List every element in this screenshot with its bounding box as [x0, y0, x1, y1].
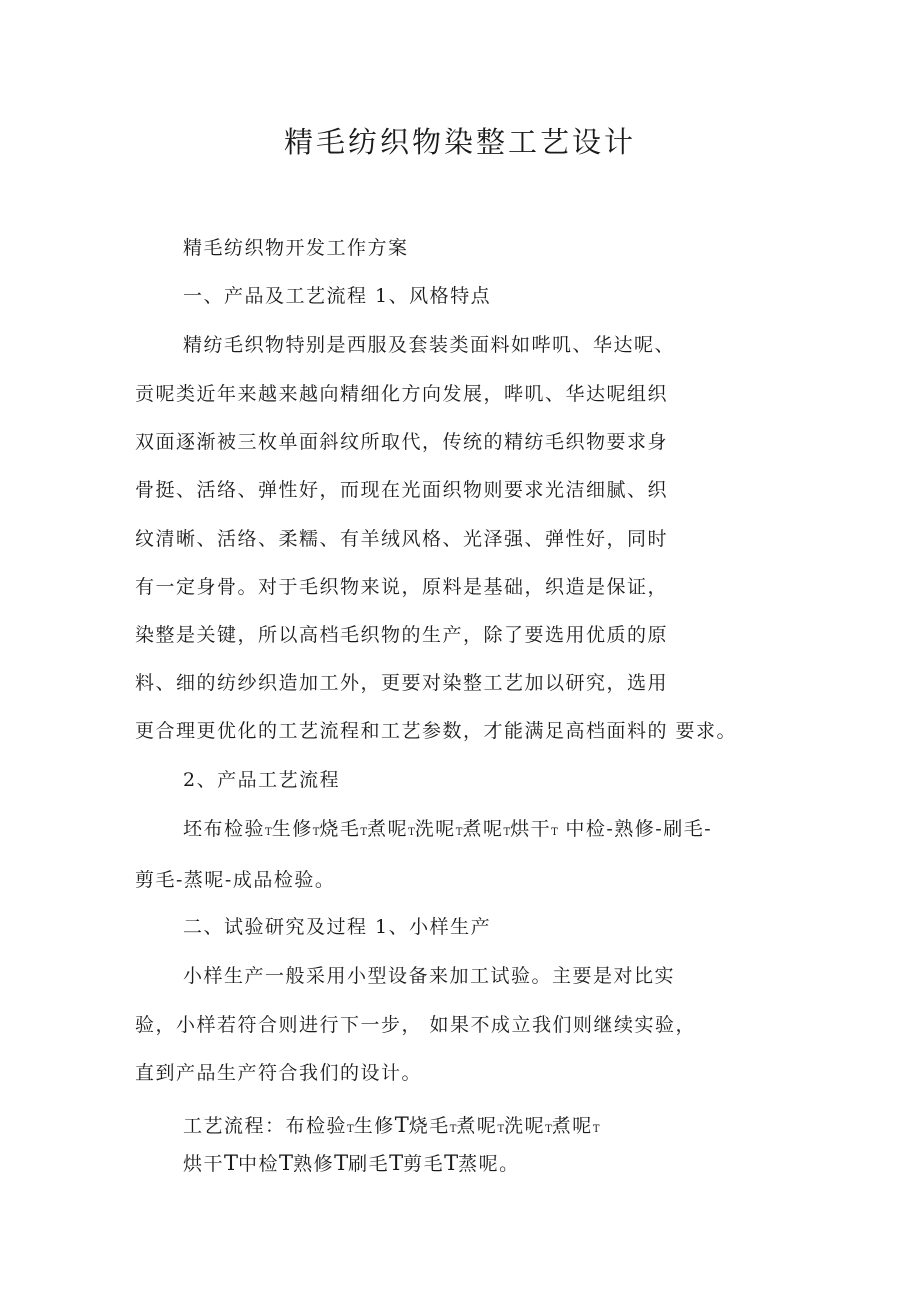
flow-label: 工艺流程： — [183, 1115, 286, 1137]
paragraph-line: 贡呢类近年来越来越向精细化方向发展，哔叽、华达呢组织 — [135, 383, 669, 405]
flow-step: 烘干 — [183, 1153, 225, 1175]
flow-step: 煮呢 — [551, 1115, 593, 1137]
paragraph-line: 染整是关键，所以高档毛织物的生产，除了要选用优质的原 — [135, 624, 669, 646]
paragraph-line: 纹清晰、活络、柔糯、有羊绒风格、光泽强、弹性好，同时 — [135, 528, 669, 550]
flow-step: 烧毛 — [319, 818, 361, 840]
flow-step: 刷毛 — [348, 1153, 390, 1175]
flow-separator: T — [279, 1151, 294, 1175]
flow-step: 熟修 — [293, 1153, 335, 1175]
paragraph-line: 小样生产一般采用小型设备来加工试验。主要是对比实 — [183, 965, 676, 987]
paragraph-line: 料、细的纺纱织造加工外，更要对染整工艺加以研究，选用 — [135, 672, 669, 694]
process-flow-line — [183, 1149, 520, 1178]
flow-step: 洗呢 — [414, 818, 456, 840]
paragraph-line: 精毛纺织物开发工作方案 — [183, 237, 409, 259]
flow-separator: T — [503, 827, 511, 838]
process-flow-line — [183, 815, 712, 847]
flow-separator: T — [497, 1124, 505, 1135]
flow-step: 坯布检验 — [183, 818, 266, 840]
flow-step: 生修 — [271, 818, 313, 840]
flow-step: 洗呢 — [504, 1115, 546, 1137]
flow-separator: T — [389, 1151, 404, 1175]
flow-separator: T — [265, 827, 272, 838]
flow-separator: T — [444, 1151, 459, 1175]
flow-separator: T — [312, 827, 320, 838]
flow-step: 剪毛 — [403, 1153, 445, 1175]
flow-separator: T — [360, 827, 368, 838]
flow-step: 煮呢 — [367, 818, 409, 840]
flow-separator: T — [449, 1124, 457, 1135]
flow-separator: T — [545, 1124, 552, 1135]
flow-step: 蒸呢。 — [458, 1153, 520, 1175]
section-heading: 一、产品及工艺流程 1、风格特点 — [183, 285, 492, 307]
flow-separator: T — [408, 827, 415, 838]
flow-separator: T — [334, 1151, 349, 1175]
flow-step: 煮呢 — [462, 818, 504, 840]
paragraph-line: 直到产品生产符合我们的设计。 — [135, 1062, 423, 1084]
flow-separator: T — [592, 1124, 600, 1135]
flow-separator: T — [551, 827, 558, 838]
section-heading: 2、产品工艺流程 — [183, 769, 341, 791]
flow-step: 烧毛 — [408, 1115, 450, 1137]
section-heading: 二、试验研究及过程 1、小样生产 — [183, 916, 492, 938]
paragraph-line: 验，小样若符合则进行下一步， 如果不成立我们则继续实验， — [135, 1014, 697, 1036]
flow-separator: T — [224, 1151, 239, 1175]
paragraph-line: 精纺毛织物特别是西服及套装类面料如哔叽、华达呢、 — [183, 334, 676, 356]
flow-step: 布检验 — [285, 1115, 348, 1137]
paragraph-line: 骨挺、活络、弹性好，而现在光面织物则要求光洁细腻、织 — [135, 479, 669, 501]
paragraph-line: 双面逐渐被三枚单面斜纹所取代，传统的精纺毛织物要求身 — [135, 431, 669, 453]
paragraph-line: 有一定身骨。对于毛织物来说，原料是基础，织造是保证， — [135, 576, 669, 598]
document-title: 精毛纺织物染整工艺设计 — [283, 125, 636, 159]
flow-separator: T — [455, 827, 463, 838]
paragraph-line: 剪毛-蒸呢-成品检验。 — [135, 869, 336, 891]
flow-separator: T — [347, 1124, 354, 1135]
flow-separator: T — [394, 1113, 409, 1137]
flow-step: 中检 — [238, 1153, 280, 1175]
flow-step: 烘干 — [510, 818, 552, 840]
flow-step: 煮呢 — [456, 1115, 498, 1137]
process-flow-line — [183, 1111, 599, 1144]
paragraph-line: 更合理更优化的工艺流程和工艺参数，才能满足高档面料的 要求。 — [135, 720, 738, 742]
flow-step: 中检-熟修-刷毛- — [565, 818, 713, 840]
flow-step: 生修 — [353, 1115, 395, 1137]
